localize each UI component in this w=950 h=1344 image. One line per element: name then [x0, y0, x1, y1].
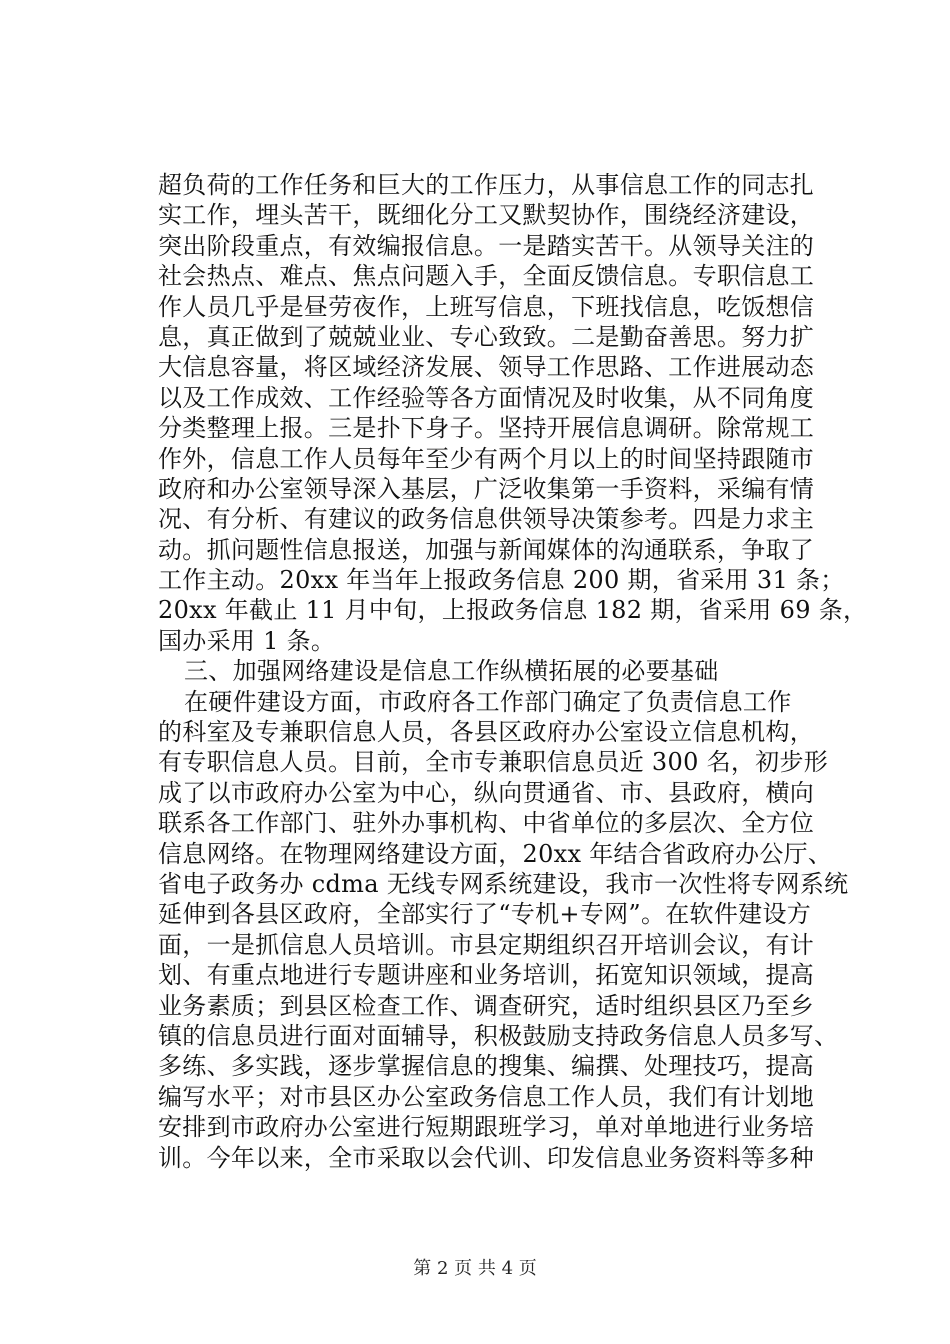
text-line: 以及工作成效、工作经验等各方面情况及时收集，从不同角度	[158, 383, 815, 412]
text-line: 安排到市政府办公室进行短期跟班学习，单对单地进行业务培	[158, 1113, 815, 1142]
text-line: 作人员几乎是昼劳夜作，上班写信息，下班找信息，吃饭想信	[158, 292, 815, 321]
text-line: 延伸到各县区政府，全部实行了“专机+专网”。在软件建设方	[158, 900, 812, 929]
paragraph-start-line: 在硬件建设方面，市政府各工作部门确定了负责信息工作	[184, 687, 792, 716]
text-line: 多练、多实践，逐步掌握信息的搜集、编撰、处理技巧，提高	[158, 1052, 815, 1081]
text-line: 成了以市政府办公室为中心，纵向贯通省、市、县政府，横向	[158, 778, 815, 807]
text-line: 息，真正做到了兢兢业业、专心致致。二是勤奋善思。努力扩	[158, 322, 815, 351]
text-line: 镇的信息员进行面对面辅导，积极鼓励支持政务信息人员多写、	[158, 1021, 839, 1050]
text-line: 业务素质；到县区检查工作、调查研究，适时组织县区乃至乡	[158, 991, 815, 1020]
text-line: 作外，信息工作人员每年至少有两个月以上的时间坚持跟随市	[158, 444, 815, 473]
text-line: 社会热点、难点、焦点问题入手，全面反馈信息。专职信息工	[158, 262, 815, 291]
text-line: 的科室及专兼职信息人员，各县区政府办公室设立信息机构，	[158, 718, 815, 747]
body-text	[158, 170, 868, 1173]
text-line: 超负荷的工作任务和巨大的工作压力，从事信息工作的同志扎	[158, 171, 815, 199]
text-line: 面，一是抓信息人员培训。市县定期组织召开培训会议，有计	[158, 930, 815, 959]
section-heading: 三、加强网络建设是信息工作纵横拓展的必要基础	[184, 657, 719, 686]
text-line: 划、有重点地进行专题讲座和业务培训，拓宽知识领域，提高	[158, 961, 815, 990]
text-line: 政府和办公室领导深入基层，广泛收集第一手资料，采编有情	[158, 474, 815, 503]
text-line: 国办采用 1 条。	[158, 626, 336, 655]
text-line: 动。抓问题性信息报送，加强与新闻媒体的沟通联系，争取了	[158, 535, 815, 564]
text-line: 联系各工作部门、驻外办事机构、中省单位的多层次、全方位	[158, 809, 815, 838]
text-line: 编写水平；对市县区办公室政务信息工作人员，我们有计划地	[158, 1082, 815, 1111]
text-line: 工作主动。20xx 年当年上报政务信息 200 期，省采用 31 条；	[158, 566, 845, 595]
page-number-footer: 第 2 页 共 4 页	[413, 1258, 537, 1279]
text-line: 20xx 年截止 11 月中旬，上报政务信息 182 期，省采用 69 条，	[158, 596, 868, 625]
text-line: 况、有分析、有建议的政务信息供领导决策参考。四是力求主	[158, 505, 815, 534]
text-line: 分类整理上报。三是扑下身子。坚持开展信息调研。除常规工	[158, 414, 815, 443]
text-line: 有专职信息人员。目前，全市专兼职信息员近 300 名，初步形	[158, 748, 829, 777]
text-line: 信息网络。在物理网络建设方面，20xx 年结合省政府办公厅、	[158, 839, 833, 868]
text-line: 实工作，埋头苦干，既细化分工又默契协作，围绕经济建设，	[158, 201, 815, 230]
text-line: 突出阶段重点，有效编报信息。一是踏实苦干。从领导关注的	[158, 231, 815, 260]
text-line: 省电子政务办 cdma 无线专网系统建设，我市一次性将专网系统	[158, 869, 849, 898]
text-line: 训。今年以来，全市采取以会代训、印发信息业务资料等多种	[158, 1143, 815, 1172]
text-line: 大信息容量，将区域经济发展、领导工作思路、工作进展动态	[158, 353, 815, 382]
